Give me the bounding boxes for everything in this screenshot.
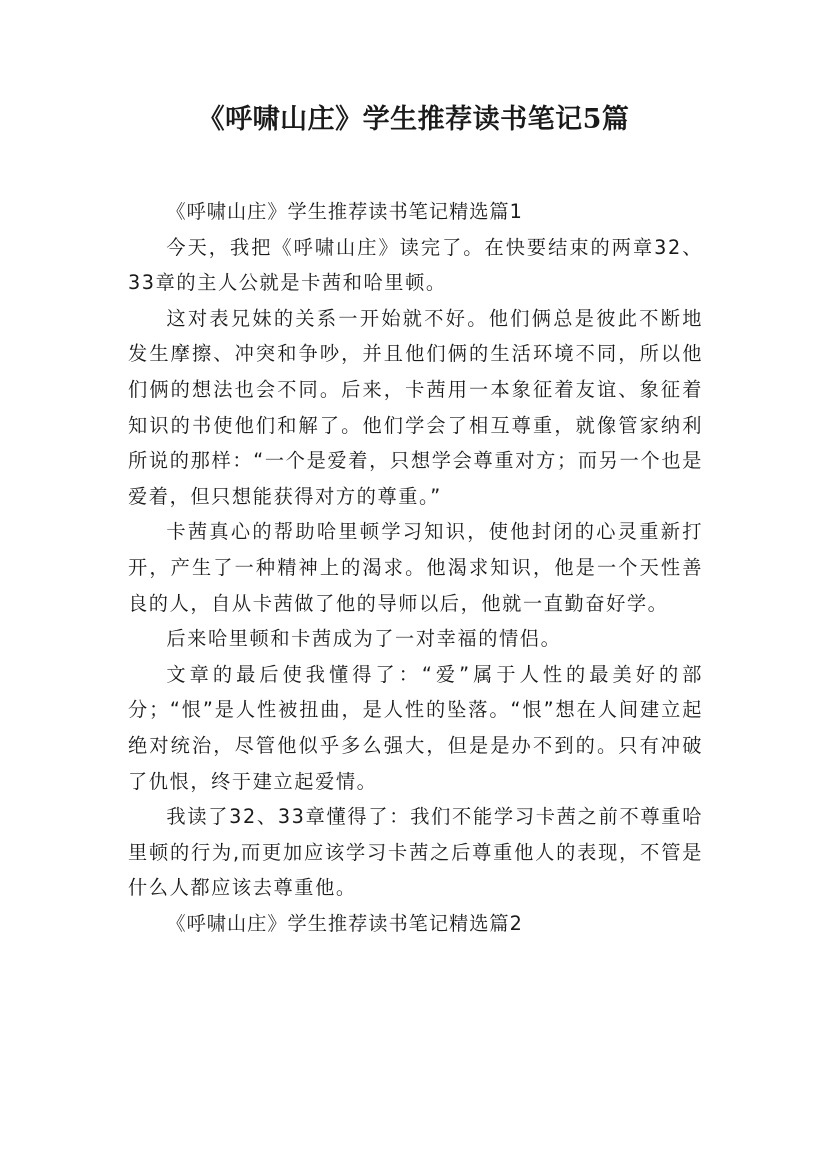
paragraph: 卡茜真心的帮助哈里顿学习知识，使他封闭的心灵重新打开，产生了一种精神上的渴求。他渴求知识，他是一个天性善良的人，自从卡茜做了他的导师以后，他就一直勤奋好学。 — [128, 520, 703, 615]
section-heading-2: 《呼啸山庄》学生推荐读书笔记精选篇2 — [166, 911, 523, 935]
section-heading-1: 《呼啸山庄》学生推荐读书笔记精选篇1 — [166, 200, 523, 223]
paragraph: 今天，我把《呼啸山庄》读完了。在快要结束的两章32、33章的主人公就是卡茜和哈里顿。 — [128, 235, 703, 295]
paragraph: 后来哈里顿和卡茜成为了一对幸福的情侣。 — [166, 627, 562, 651]
document-title: 《呼啸山庄》学生推荐读书笔记5篇 — [197, 104, 630, 135]
paragraph: 我读了32、33章懂得了：我们不能学习卡茜之前不尊重哈里顿的行为,而更加应该学习卡茜之后尊重他人的表现，不管是什么人都应该去尊重他。 — [128, 805, 703, 900]
paragraph: 文章的最后使我懂得了：“爱”属于人性的最美好的部分；“恨”是人性被扭曲，是人性的坠落。“恨”想在人间建立起绝对统治，尽管他似乎多么强大，但是是办不到的。只有冲破了仇恨，终于建立起爱情。 — [128, 662, 703, 793]
paragraph: 这对表兄妹的关系一开始就不好。他们俩总是彼此不断地发生摩擦、冲突和争吵，并且他们俩的生活环境不同，所以他们俩的想法也会不同。后来，卡茜用一本象征着友谊、象征着知识的书使他们和解了。他们学会了相互尊重，就像管家纳利所说的那样：“一个是爱着，只想学会尊重对方；而另一个也是爱着，但只想能获得对方的尊重。” — [128, 306, 703, 508]
document-body — [128, 194, 703, 941]
